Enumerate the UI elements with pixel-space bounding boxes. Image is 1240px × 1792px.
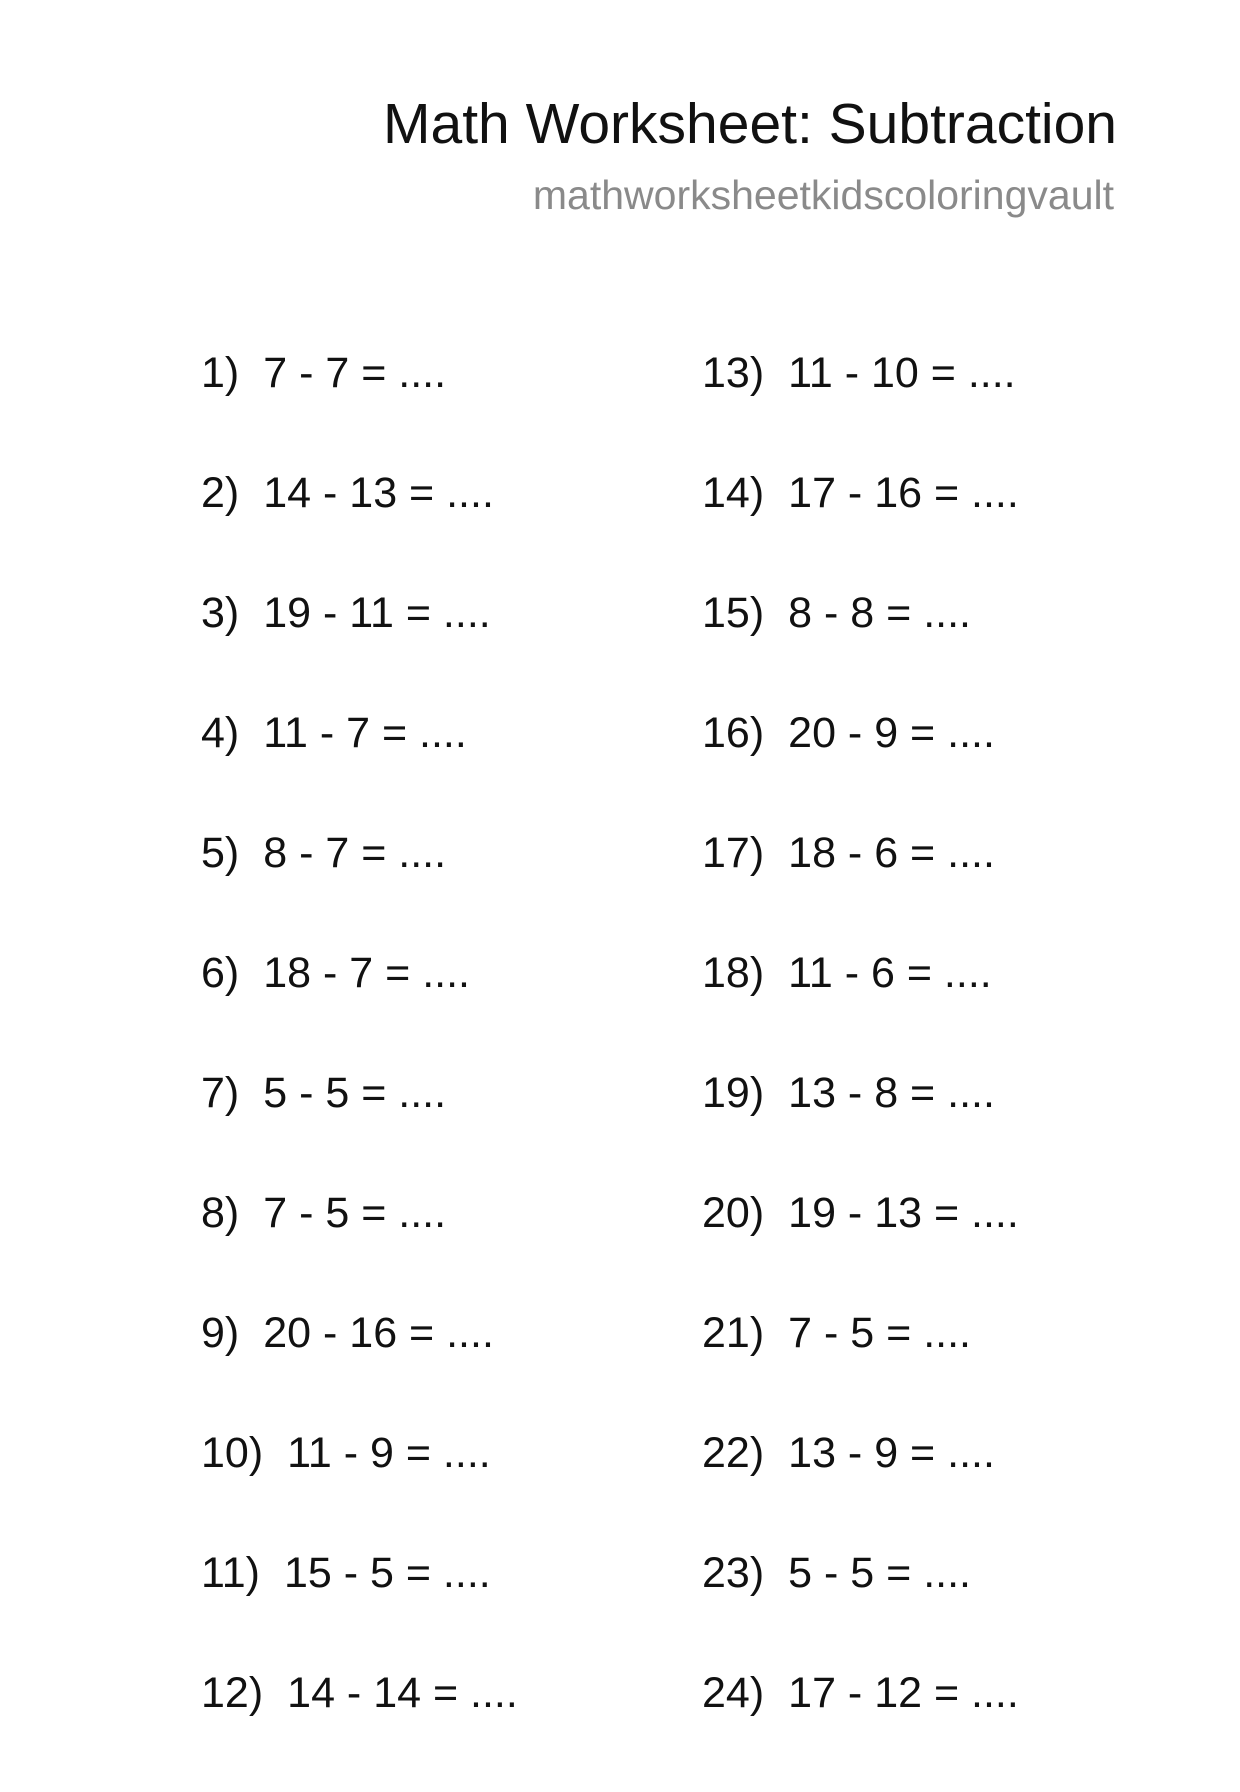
problem-expression: 14 - 14 = ....	[287, 1669, 518, 1717]
problem-number: 19)	[702, 1069, 765, 1117]
page-subtitle: mathworksheetkidscoloringvault	[532, 172, 1114, 218]
problem-expression: 5 - 5 = ....	[788, 1549, 971, 1597]
problem-item	[702, 829, 1019, 952]
problem-expression: 17 - 12 = ....	[788, 1669, 1019, 1717]
problem-expression: 11 - 10 = ....	[788, 349, 1016, 397]
problem-expression: 8 - 7 = ....	[263, 829, 447, 877]
problem-number: 22)	[702, 1429, 765, 1477]
problem-item	[201, 589, 518, 712]
problem-number: 17)	[702, 829, 765, 877]
worksheet-header	[383, 92, 1117, 218]
problem-number: 18)	[702, 949, 765, 997]
problem-number: 7)	[201, 1069, 240, 1117]
problem-number: 11)	[201, 1549, 260, 1597]
problem-expression: 20 - 16 = ....	[263, 1309, 494, 1357]
problem-expression: 18 - 7 = ....	[263, 949, 470, 997]
problem-expression: 15 - 5 = ....	[283, 1549, 491, 1597]
problem-number: 15)	[702, 589, 765, 637]
problem-number: 16)	[702, 709, 765, 757]
problem-expression: 7 - 5 = ....	[263, 1189, 447, 1237]
problem-item	[702, 1189, 1019, 1312]
problem-item	[702, 1669, 1019, 1792]
problem-number: 12)	[201, 1669, 264, 1717]
problem-expression: 17 - 16 = ....	[788, 469, 1019, 517]
problem-item	[201, 349, 518, 472]
problem-number: 5)	[201, 829, 240, 877]
problem-number: 3)	[201, 589, 240, 637]
problem-number: 6)	[201, 949, 240, 997]
problem-expression: 19 - 13 = ....	[788, 1189, 1019, 1237]
problem-expression: 14 - 13 = ....	[263, 469, 494, 517]
problem-expression: 11 - 7 = ....	[263, 709, 467, 757]
problem-expression: 7 - 7 = ....	[263, 349, 447, 397]
problem-item	[702, 1069, 1019, 1192]
problem-item	[201, 1189, 518, 1312]
page-title: Math Worksheet: Subtraction	[383, 92, 1117, 156]
problem-item	[201, 1309, 518, 1432]
problem-number: 24)	[702, 1669, 765, 1717]
problem-item	[702, 349, 1019, 472]
problem-expression: 19 - 11 = ....	[263, 589, 491, 637]
problem-number: 9)	[201, 1309, 240, 1357]
problem-expression: 20 - 9 = ....	[788, 709, 995, 757]
problem-expression: 7 - 5 = ....	[788, 1309, 971, 1357]
problem-item	[201, 1429, 518, 1552]
problem-item	[702, 709, 1019, 832]
problem-item	[201, 709, 518, 832]
problem-number: 4)	[201, 709, 240, 757]
problem-number: 13)	[702, 349, 765, 397]
problems-right-column	[702, 349, 1019, 1792]
problem-item	[702, 1429, 1019, 1552]
problem-number: 2)	[201, 469, 240, 517]
problem-number: 23)	[702, 1549, 765, 1597]
problem-item	[201, 1069, 518, 1192]
problem-expression: 8 - 8 = ....	[788, 589, 971, 637]
problem-item	[201, 469, 518, 592]
problem-number: 20)	[702, 1189, 765, 1237]
problem-item	[201, 1669, 518, 1792]
problem-item	[201, 1549, 518, 1672]
problem-number: 14)	[702, 469, 765, 517]
problem-expression: 13 - 8 = ....	[788, 1069, 995, 1117]
problem-item	[702, 469, 1019, 592]
problem-item	[702, 1309, 1019, 1432]
problems-left-column	[201, 349, 518, 1792]
problem-item	[201, 829, 518, 952]
problem-item	[702, 1549, 1019, 1672]
problem-expression: 11 - 6 = ....	[788, 949, 992, 997]
problem-item	[201, 949, 518, 1072]
problem-item	[702, 949, 1019, 1072]
problem-number: 1)	[201, 349, 240, 397]
problem-number: 8)	[201, 1189, 240, 1237]
problem-expression: 18 - 6 = ....	[788, 829, 995, 877]
problem-expression: 13 - 9 = ....	[788, 1429, 995, 1477]
problem-expression: 5 - 5 = ....	[263, 1069, 447, 1117]
problem-number: 21)	[702, 1309, 765, 1357]
problem-number: 10)	[201, 1429, 264, 1477]
problem-item	[702, 589, 1019, 712]
problem-expression: 11 - 9 = ....	[287, 1429, 491, 1477]
